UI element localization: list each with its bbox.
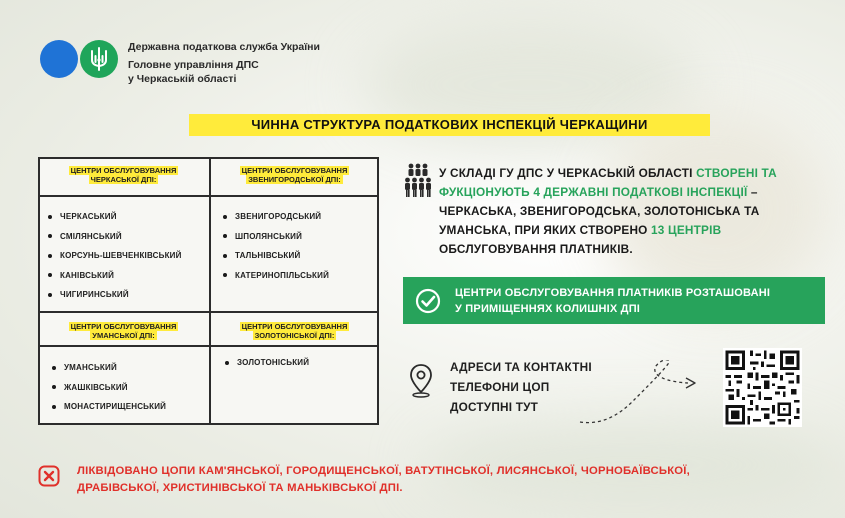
list-item: КАТЕРИНОПІЛЬСЬКИЙ: [223, 266, 329, 286]
info-paragraph: [439, 164, 829, 259]
list-item: ЖАШКІВСЬКИЙ: [52, 378, 166, 398]
cherkasy-header: [40, 166, 207, 184]
list-item: ЗВЕНИГОРОДСЬКИЙ: [223, 207, 329, 227]
blue-circle-logo: [40, 40, 78, 78]
list-item: МОНАСТИРИЩЕНСЬКИЙ: [52, 397, 166, 417]
list-item: ЗОЛОТОНІСЬКИЙ: [225, 353, 309, 373]
org-line-1: Державна податкова служба України: [128, 41, 320, 53]
org-line-3: у Черкаській області: [128, 73, 237, 85]
zolotonosha-header-line1: ЦЕНТРИ ОБСЛУГОВУВАННЯ: [241, 322, 348, 331]
zvenyhorodka-header-line2: ЗВЕНИГОРОДСЬКОЇ ДПІ:: [248, 175, 341, 184]
cherkasy-list: [48, 207, 182, 305]
map-pin-icon: [407, 362, 435, 398]
liquidated-line-2: ДРАБІВСЬКОЇ, ХРИСТИНІВСЬКОЇ ТА МАНЬКІВСЬКОЇ ДПІ.: [77, 482, 403, 494]
list-item: СМІЛЯНСЬКИЙ: [48, 227, 182, 247]
info-text-part: У СКЛАДІ ГУ ДПС У ЧЕРКАСЬКІЙ ОБЛАСТІ: [439, 166, 697, 180]
zvenyhorodka-list: [223, 207, 329, 285]
banner-line-1: ЦЕНТРИ ОБСЛУГОВУВАННЯ ПЛАТНИКІВ РОЗТАШОВАНІ: [455, 286, 771, 299]
list-item: КАНІВСЬКИЙ: [48, 266, 182, 286]
liquidated-line-1: ЛІКВІДОВАНО ЦОПИ КАМ'ЯНСЬКОЇ, ГОРОДИЩЕНСЬКОЇ, ВАТУТІНСЬКОЇ, ЛИСЯНСЬКОЇ, ЧОРНОБАЇВСЬКОЇ,: [77, 465, 690, 477]
info-text-part: ОБСЛУГОВУВАННЯ ПЛАТНИКІВ.: [439, 242, 633, 256]
list-item: УМАНСЬКИЙ: [52, 358, 166, 378]
zolotonosha-header-line2: ЗОЛОТОНІСЬКОЇ ДПІ:: [254, 331, 335, 340]
close-square-icon: [38, 465, 60, 487]
contacts-line-2: ТЕЛЕФОНИ ЦОП: [450, 380, 550, 394]
list-item: КОРСУНЬ-ШЕВЧЕНКІВСЬКИЙ: [48, 246, 182, 266]
cherkasy-header-line1: ЦЕНТРИ ОБСЛУГОВУВАННЯ: [70, 166, 177, 175]
list-item: ТАЛЬНІВСЬКИЙ: [223, 246, 329, 266]
org-line-2: Головне управління ДПС: [128, 59, 259, 71]
uman-header-line1: ЦЕНТРИ ОБСЛУГОВУВАННЯ: [70, 322, 177, 331]
dpi-structure-table: [38, 157, 379, 425]
page-title: ЧИННА СТРУКТУРА ПОДАТКОВИХ ІНСПЕКЦІЙ ЧЕРКАЩИНИ: [189, 114, 710, 136]
logo: [40, 40, 118, 78]
uman-header: [40, 322, 207, 340]
zvenyhorodka-header: [211, 166, 378, 184]
uman-header-line2: УМАНСЬКОЇ ДПІ:: [92, 331, 155, 340]
list-item: ЧИГИРИНСЬКИЙ: [48, 285, 182, 305]
banner-line-2: У ПРИМІЩЕННЯХ КОЛИШНІХ ДПІ: [455, 302, 641, 315]
qr-code[interactable]: [723, 348, 802, 427]
info-highlight: СТВОРЕНІ ТА ФУКЦІОНУЮТЬ 4 ДЕРЖАВНІ ПОДАТКОВІ ІНСПЕКЦІЇ: [439, 166, 777, 199]
list-item: ШПОЛЯНСЬКИЙ: [223, 227, 329, 247]
liquidated-notice: [77, 463, 817, 497]
trident-icon: [80, 40, 118, 78]
location-banner: [403, 277, 825, 324]
uman-list: [52, 358, 166, 417]
cherkasy-header-line2: ЧЕРКАСЬКОЇ ДПІ:: [90, 175, 157, 184]
contacts-line-3: ДОСТУПНІ ТУТ: [450, 400, 539, 414]
list-item: ЧЕРКАСЬКИЙ: [48, 207, 182, 227]
contacts-line-1: АДРЕСИ ТА КОНТАКТНІ: [450, 360, 592, 374]
people-group-icon: [403, 163, 433, 199]
banner-text: [455, 285, 770, 317]
zvenyhorodka-header-line1: ЦЕНТРИ ОБСЛУГОВУВАННЯ: [241, 166, 348, 175]
contacts-text: [450, 357, 592, 417]
zolotonosha-header: [211, 322, 378, 340]
info-highlight: 13 ЦЕНТРІВ: [651, 223, 722, 237]
check-circle-icon: [415, 288, 441, 314]
dashed-arrow-icon: [576, 360, 716, 430]
info-text-part: – ЧЕРКАСЬКА, ЗВЕНИГОРОДСЬКА, ЗОЛОТОНІСЬКА ТА УМАНСЬКА, ПРИ ЯКИХ СТВОРЕНО: [439, 185, 760, 237]
zolotonosha-list: [225, 353, 309, 373]
org-name: [128, 40, 320, 86]
